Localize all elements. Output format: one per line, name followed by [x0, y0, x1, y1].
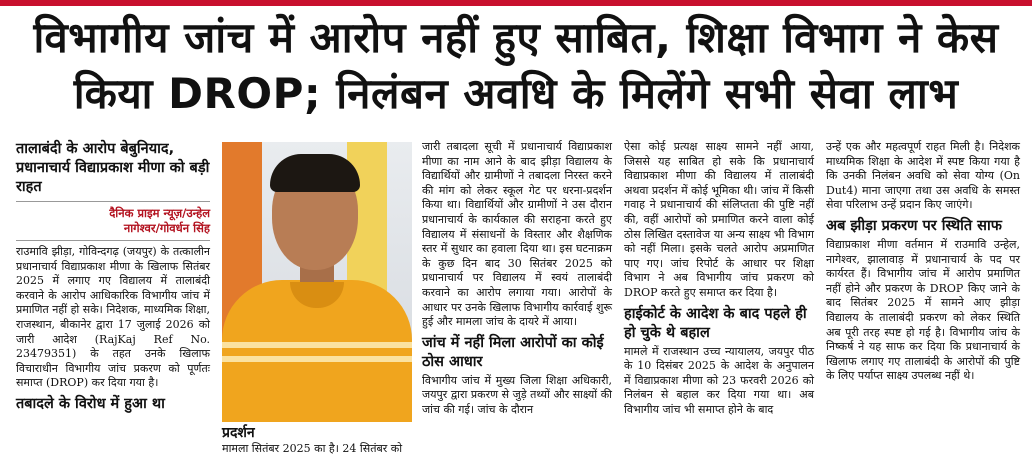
- byline-publication: दैनिक प्राइम न्यूज़/उन्हेल: [109, 206, 210, 220]
- column-4: [624, 140, 814, 418]
- column-3-body-2: विभागीय जांच में मुख्य जिला शिक्षा अधिकारी, जयपुर द्वारा प्रकरण से जुड़े तथ्यों और साक्ष्यों की जांच की गई। जांच के दौरान: [422, 373, 612, 416]
- photo-caption: [222, 424, 412, 457]
- principal-photo: [222, 142, 412, 422]
- column-4-body-2: मामले में राजस्थान उच्च न्यायालय, जयपुर पीठ के 10 दिसंबर 2025 के आदेश के अनुपालन में विद्याप्रकाश मीणा को 23 फरवरी 2026 को निलंबन से बहाल कर दिया गया था। अब विभागीय जांच भी समाप्त होने के बाद: [624, 344, 814, 416]
- byline-reporter: नागेश्वर/गोवर्धन सिंह: [123, 221, 210, 235]
- column-3-body-1: जारी तबादला सूची में प्रधानाचार्य विद्याप्रकाश मीणा का नाम आने के बाद झीड़ा विद्यालय के विद्यार्थियों और ग्रामीणों ने तबादला निरस्त करने की मांग को लेकर स्कूल गेट पर धरना-प्रदर्शन किया था। विद्यार्थियों और ग्रामीणों ने उस दौरान प्रधानाचार्य के कार्यकाल की सराहना करते हुए विद्यालय में संसाधनों के विस्तार और शैक्षणिक स्तर में सुधार का हवाला दिया था। इस घटनाक्रम के कुछ दिन बाद 30 सितंबर 2025 को प्रधानाचार्य पर विद्यालय में स्वयं तालाबंदी करवाने का आरोप लगाया गया। आरोपों के आधार पर उनके खिलाफ विभागीय कार्रवाई शुरू हुई और मामला जांच के दायरे में आया।: [422, 140, 612, 329]
- photo-hair: [270, 154, 360, 192]
- column-1: [16, 140, 210, 414]
- caption-text: मामला सितंबर 2025 का है। 24 सितंबर को: [222, 442, 403, 455]
- column-3-subhead: जांच में नहीं मिला आरोपों का कोई ठोस आधार: [422, 334, 604, 370]
- photo-shirt-stripe: [222, 342, 412, 348]
- column-4-subhead: हाईकोर्ट के आदेश के बाद पहले ही हो चुके थे बहाल: [624, 305, 807, 341]
- column-1-subhead: तालाबंदी के आरोप बेबुनियाद, प्रधानाचार्य विद्याप्रकाश मीणा को बड़ी राहत: [16, 141, 210, 195]
- column-1-subhead-2: तबादले के विरोध में हुआ था: [16, 395, 165, 412]
- headline-line-2: किया DROP; निलंबन अवधि के मिलेंगे सभी सेवा लाभ: [73, 69, 959, 118]
- photo-shirt-stripe: [222, 356, 412, 362]
- divider: [16, 201, 210, 202]
- divider: [16, 240, 210, 241]
- column-5-subhead: अब झीड़ा प्रकरण पर स्थिति साफ: [826, 217, 1002, 234]
- column-5-body-1: उन्हें एक और महत्वपूर्ण राहत मिली है। निदेशक माध्यमिक शिक्षा के आदेश में स्पष्ट किया गया है कि उनकी निलंबन अवधि को सेवा योग्य (On Dut4) माना जाएगा तथा उस अवधि के समस्त सेवा परिलाभ उन्हें प्रदान किए जाएंगे।: [826, 140, 1020, 212]
- column-1-body: राउमावि झीड़ा, गोविन्दगढ़ (जयपुर) के तत्कालीन प्रधानाचार्य विद्याप्रकाश मीणा के खिलाफ सितंबर 2025 में लगाए गए विद्यालय में तालाबंदी करवाने के आरोप आधिकारिक विभागीय जांच में प्रमाणित नहीं हो सके। निदेशक, माध्यमिक शिक्षा, राजस्थान, बीकानेर द्वारा 17 जुलाई 2026 को जारी आदेश (RajKaj Ref No. 23479351) के तहत उनके खिलाफ विचाराधीन विभागीय जांच प्रकरण को पूर्णतः समाप्त (DROP) कर दिया गया है।: [16, 245, 210, 390]
- column-3: [422, 140, 612, 418]
- headline-line-1: विभागीय जांच में आरोप नहीं हुए साबित, शिक्षा विभाग ने केस: [33, 13, 999, 62]
- caption-title: प्रदर्शन: [222, 425, 255, 441]
- column-4-body-1: ऐसा कोई प्रत्यक्ष साक्ष्य सामने नहीं आया, जिससे यह साबित हो सके कि प्रधानाचार्य विद्याप्रकाश मीणा की विद्यालय में तालाबंदी अथवा प्रदर्शन में कोई भूमिका थी। जांच में किसी गवाह ने प्रधानाचार्य की संलिप्तता की पुष्टि नहीं की, वहीं आरोपों को प्रमाणित करने वाला कोई ठोस लिखित दस्तावेज या अन्य साक्ष्य भी विभाग को नहीं मिला। इसके चलते आरोप अप्रमाणित पाए गए। जांच रिपोर्ट के आधार पर शिक्षा विभाग ने अब विभागीय जांच प्रकरण को DROP करते हुए समाप्त कर दिया है।: [624, 140, 814, 299]
- headline: [0, 10, 1032, 122]
- column-5-body-2: विद्याप्रकाश मीणा वर्तमान में राउमावि उन्हेल, नागेश्वर, झालावाड़ में प्रधानाचार्य के पद पर कार्यरत हैं। विभागीय जांच में आरोप प्रमाणित नहीं होने और प्रकरण के DROP किए जाने के बाद सितंबर 2025 में सामने आए झीड़ा विद्यालय के तालाबंदी प्रकरण को लेकर स्थिति अब पूरी तरह स्पष्ट हो गई है। विभागीय जांच के निष्कर्ष ने यह साफ कर दिया कि प्रधानाचार्य के खिलाफ लगाए गए तालाबंदी के आरोपों की पुष्टि के लिए पर्याप्त साक्ष्य उपलब्ध नहीं थे।: [826, 237, 1020, 383]
- column-5: [826, 140, 1020, 384]
- top-red-rule: [0, 0, 1032, 6]
